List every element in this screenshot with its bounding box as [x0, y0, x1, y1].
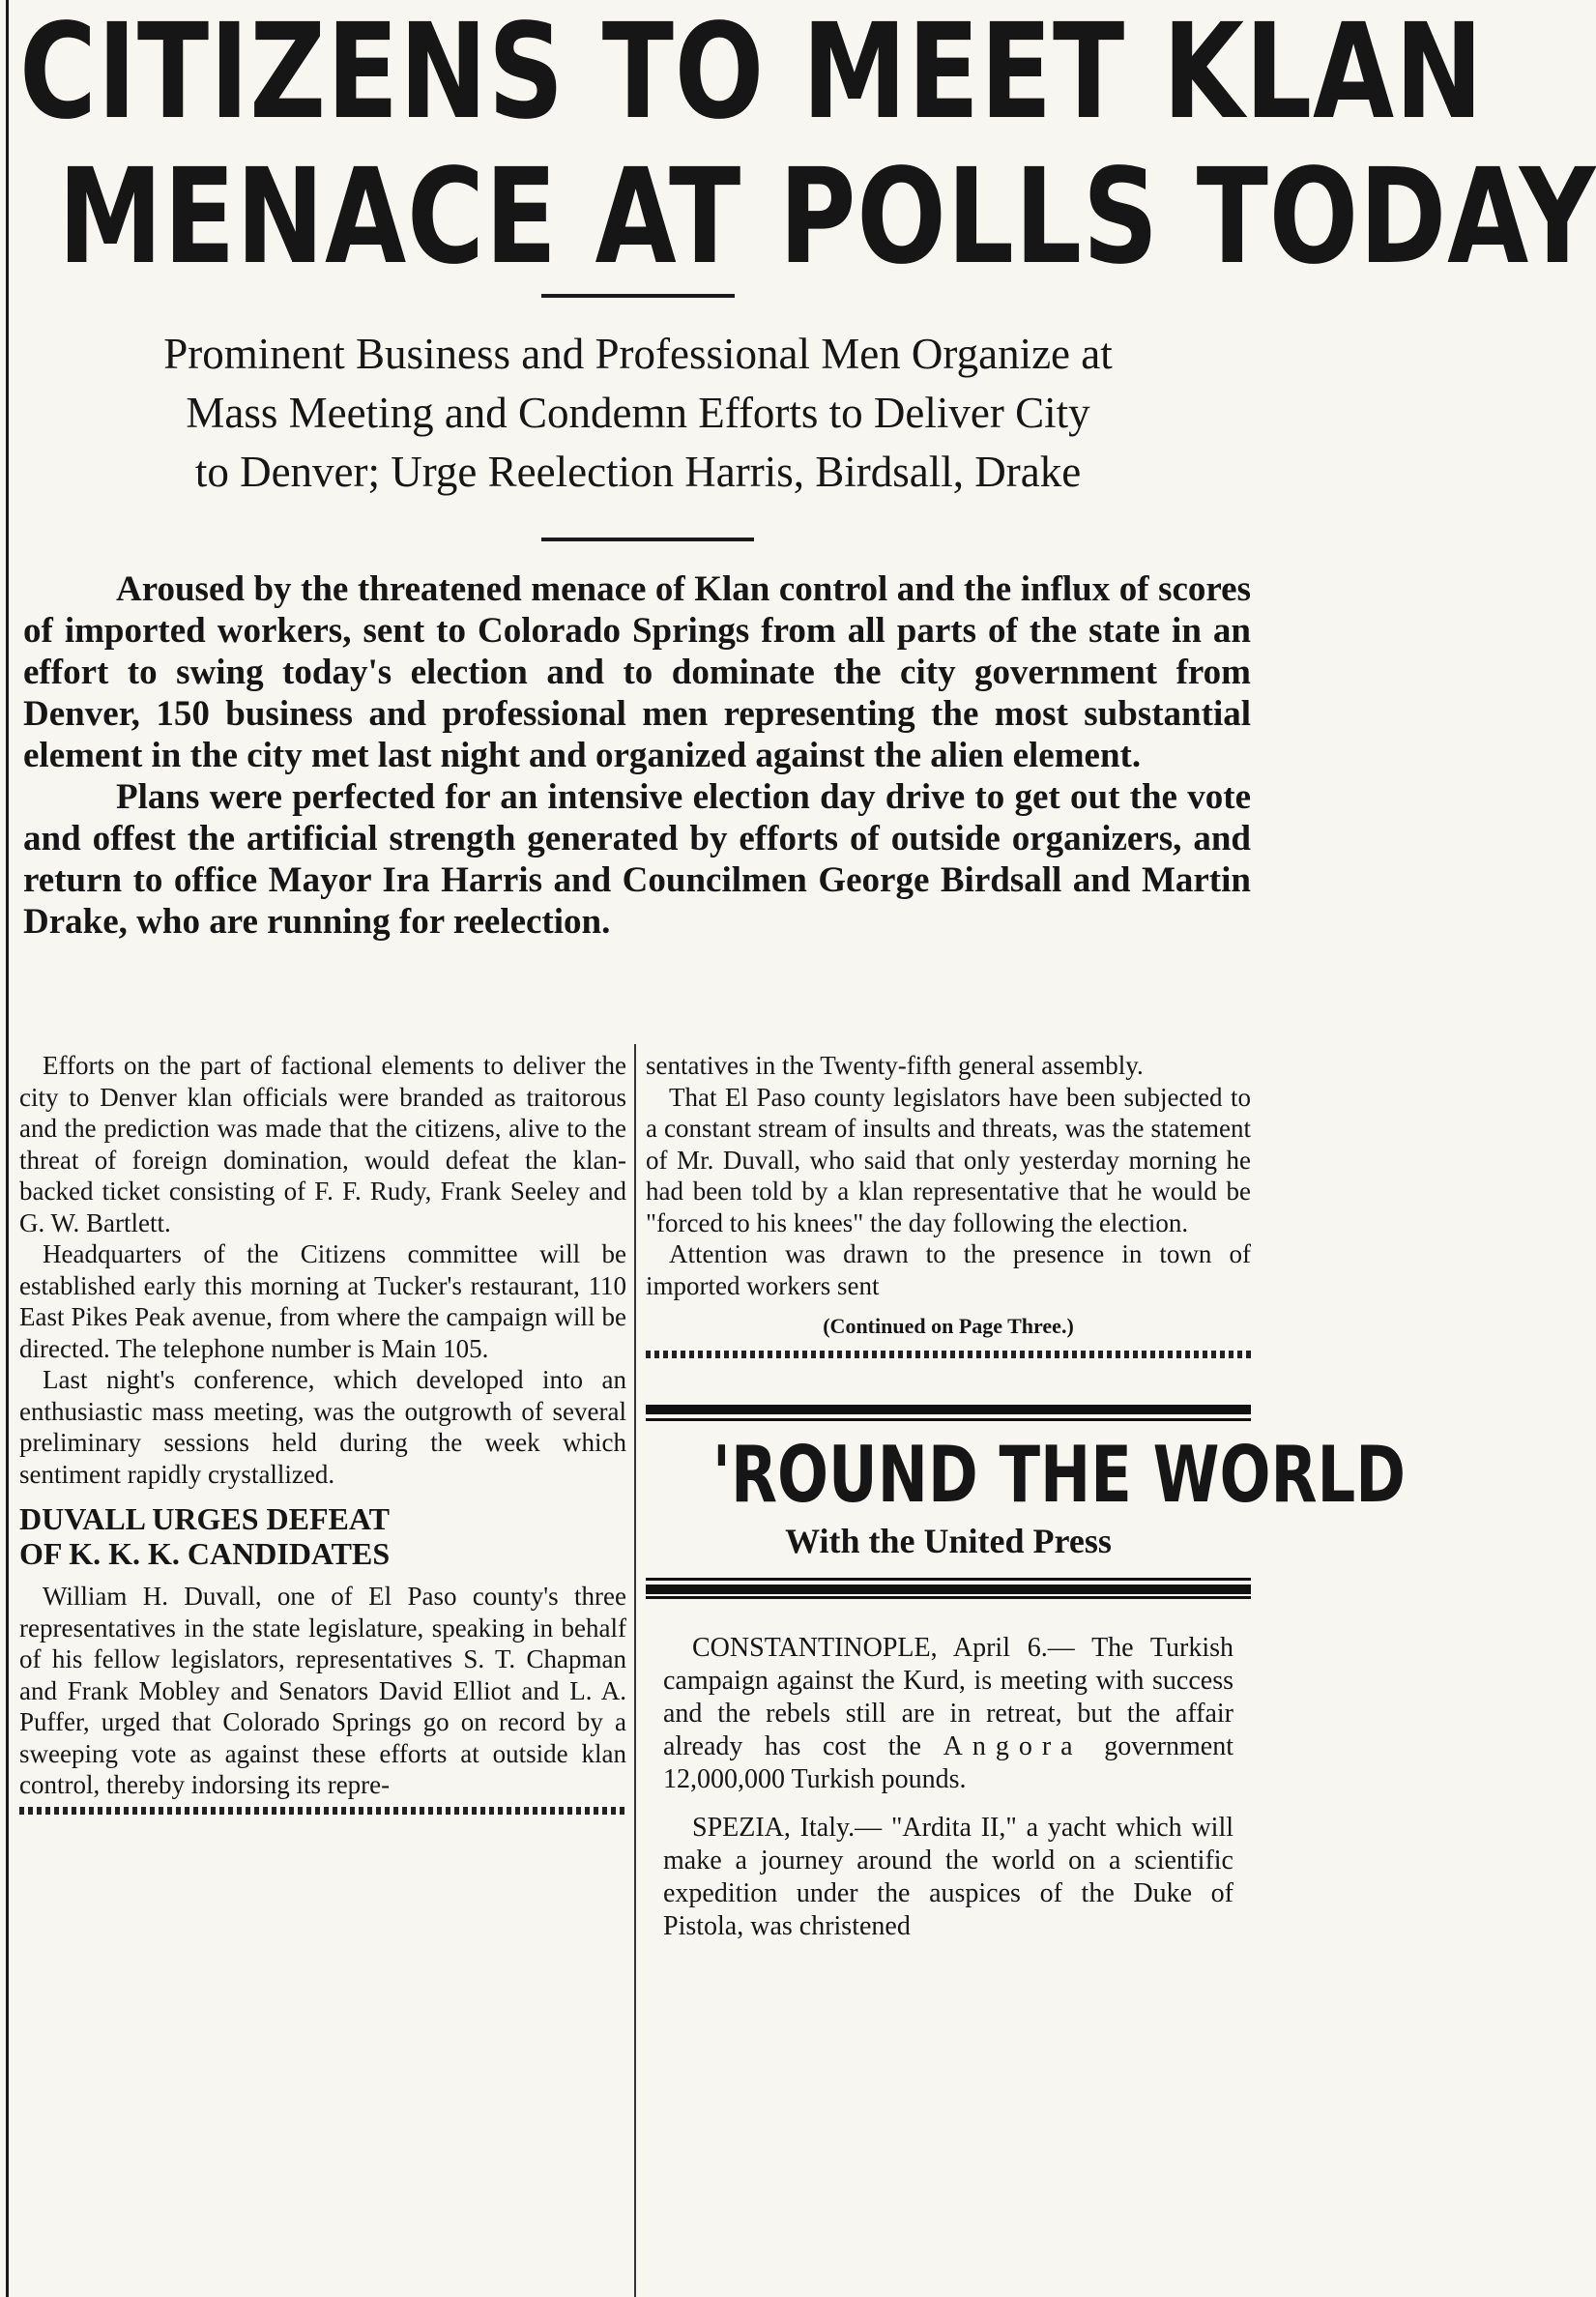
headline-line-1: CITIZENS TO MEET KLAN	[19, 0, 1484, 149]
column-separator	[634, 1044, 636, 2297]
box-mid-thin-rule	[646, 1578, 1251, 1581]
left-column	[19, 1050, 626, 1820]
body-paragraph: sentatives in the Twenty-fifth general assembly.	[646, 1051, 1144, 1080]
subhead-line-1: DUVALL URGES DEFEAT	[19, 1501, 390, 1536]
deck-line-3: to Denver; Urge Reelection Harris, Birdsall, Drake	[194, 448, 1082, 496]
brief-dateline: SPEZIA, Italy.—	[692, 1813, 883, 1843]
brief-dateline: CONSTANTINOPLE, April 6.—	[692, 1633, 1075, 1663]
lead-paragraphs	[23, 568, 1251, 943]
body-paragraph: That El Paso county legislators have been subjected to a constant stream of insults and threats, was the statement of Mr. Duvall, who said that only yesterday morning he had been told by a klan representative that he would be "forced to his knees" the day following the election.	[646, 1082, 1251, 1237]
box-top-rule	[646, 1405, 1251, 1414]
body-paragraph: Attention was drawn to the presence in town of imported workers sent	[646, 1239, 1251, 1300]
deck-line-2: Mass Meeting and Condemn Efforts to Deliver City	[186, 389, 1090, 437]
box-mid-thin-rule-2	[646, 1596, 1251, 1599]
news-brief	[663, 1812, 1233, 1943]
body-paragraph: Efforts on the part of factional elements to deliver the city to Denver klan officials were branded as traitorous and the prediction was made that the citizens, alive to the threat of foreign domination, would defeat the klan-backed ticket consisting of F. F. Rudy, Frank Seeley and G. W. Bartlett.	[19, 1051, 626, 1237]
brief-text: government 12,000,000 Turkish pounds.	[663, 1731, 1234, 1794]
round-the-world-title: 'ROUND THE WORLD	[711, 1429, 1407, 1520]
headline-divider	[541, 294, 735, 298]
left-border-rule	[6, 0, 9, 2297]
news-briefs	[646, 1632, 1251, 1943]
body-paragraph: Last night's conference, which developed into an enthusiastic mass meeting, was the outgrowth of several preliminary sessions held during the week which sentiment rapidly crystallized.	[19, 1365, 626, 1489]
box-mid-rule	[646, 1585, 1251, 1594]
body-paragraph: William H. Duvall, one of El Paso county's three representatives in the state legislature, speaking in behalf of his fellow legislators, representatives S. T. Chapman and Frank Mobley and Senators David Elliot and L. A. Puffer, urged that Colorado Springs go on record by a sweeping vote as against these efforts at outside klan control, thereby indorsing its repre-	[19, 1582, 626, 1799]
section-subhead	[19, 1501, 626, 1571]
box-top-thin-rule	[646, 1418, 1251, 1421]
subhead-line-2: OF K. K. K. CANDIDATES	[19, 1536, 391, 1571]
deck-subheadline	[19, 325, 1257, 502]
column-end-rule	[19, 1807, 626, 1815]
right-column	[646, 1050, 1407, 1959]
headline-line-2: MENACE AT POLLS TODAY	[58, 141, 1596, 294]
article-end-rule	[646, 1351, 1251, 1358]
brief-spaced-word: Angora	[943, 1731, 1083, 1761]
deck-divider	[541, 538, 754, 541]
deck-line-1: Prominent Business and Professional Men Organize at	[163, 330, 1113, 378]
lead-paragraph-2: Plans were perfected for an intensive election day drive to get out the vote and offest the artificial strength generated by efforts of outside organizers, and return to office Mayor Ira Harris and Councilmen George Birdsall and Martin Drake, who are running for reelection.	[23, 777, 1251, 942]
brief-text: The Turkish campaign against the Kurd, is meeting with success and the rebels still are in retreat, but the affair already has cost the	[663, 1633, 1233, 1761]
continued-notice: (Continued on Page Three.)	[823, 1314, 1074, 1338]
news-brief	[663, 1632, 1233, 1796]
brief-text: "Ardita II," a yacht which will make a journey around the world on a scientific expedition under the auspices of the Duke of Pistola, was christened	[663, 1813, 1234, 1941]
round-the-world-subtitle: With the United Press	[785, 1521, 1112, 1560]
body-paragraph: Headquarters of the Citizens committee will be established early this morning at Tucker's restaurant, 110 East Pikes Peak avenue, from where the campaign will be directed. The telephone number is Main 105.	[19, 1239, 626, 1363]
lead-paragraph-1: Aroused by the threatened menace of Klan control and the influx of scores of imported workers, sent to Colorado Springs from all parts of the state in an effort to swing today's election and to dominate the city government from Denver, 150 business and professional men representing the most substantial element in the city met last night and organized against the alien element.	[23, 569, 1251, 775]
